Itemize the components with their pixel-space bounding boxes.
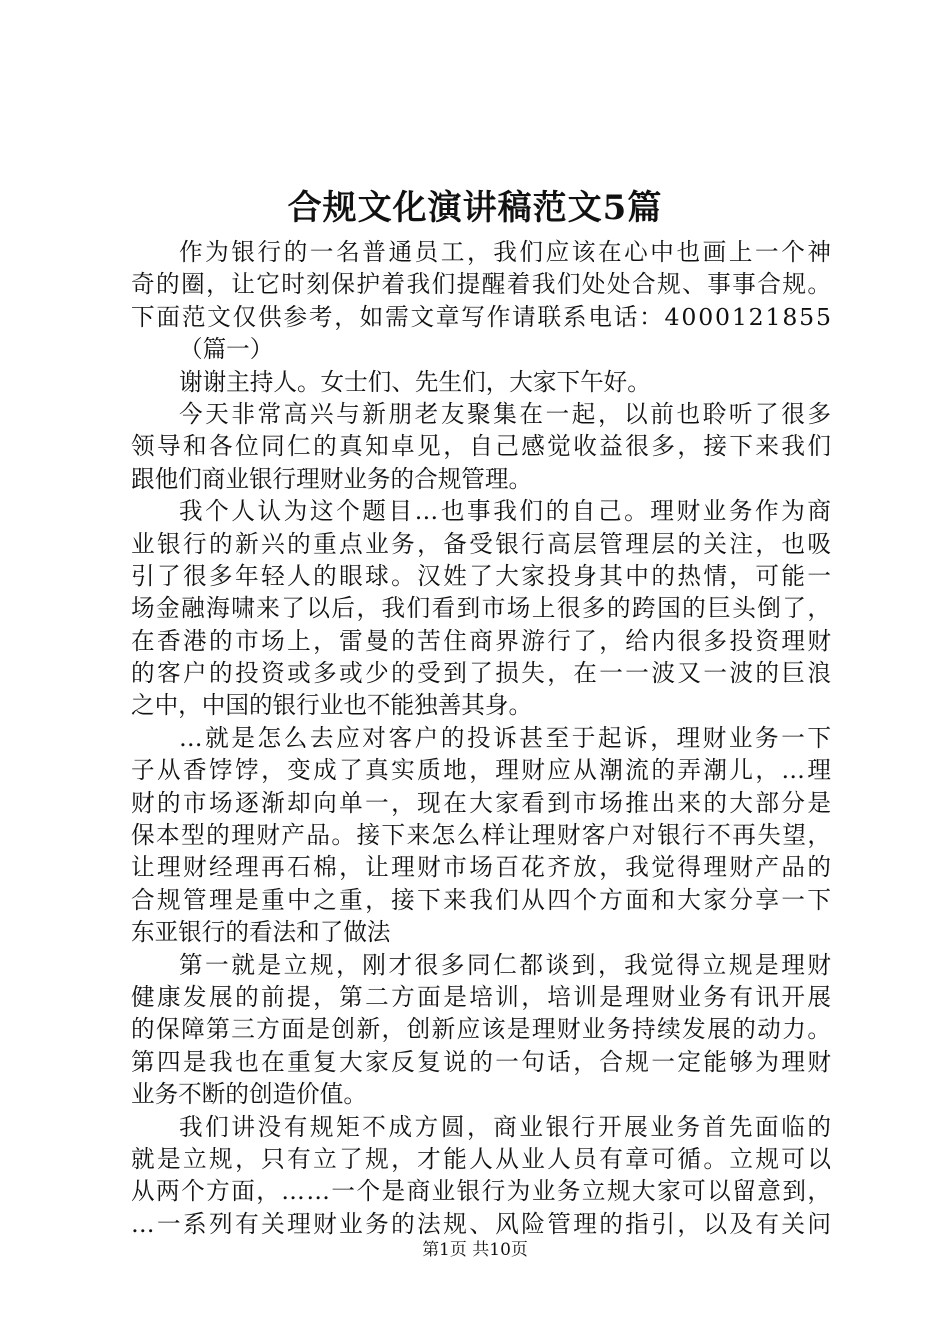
text-line: 业银行的新兴的重点业务，备受银行高层管理层的关注，也吸 [131, 529, 834, 558]
text-line: 从两个方面，……一个是商业银行为业务立规大家可以留意到， [131, 1177, 833, 1206]
text-line: 的保障第三方面是创新，创新应该是理财业务持续发展的动力。 [131, 1015, 833, 1044]
text-line: 健康发展的前提，第二方面是培训，培训是理财业务有讯开展 [131, 982, 834, 1011]
text-line: 今天非常高兴与新朋老友聚集在一起，以前也聆听了很多 [179, 399, 834, 428]
text-line: 下面范文仅供参考，如需文章写作请联系电话：4000121855 [131, 302, 833, 331]
text-line: 在香港的市场上，雷曼的苦住商界游行了，给内很多投资理财 [131, 626, 834, 655]
text-line: （篇一） [179, 335, 274, 364]
text-line: 作为银行的一名普通员工，我们应该在心中也画上一个神 [179, 238, 834, 266]
text-line: 子从香饽饽，变成了真实质地，理财应从潮流的弄潮儿，…理 [131, 756, 834, 785]
document-body [131, 236, 834, 1240]
text-line: 之中，中国的银行业也不能独善其身。 [131, 691, 533, 720]
document-title: 合规文化演讲稿范文5篇 [287, 188, 663, 228]
text-line: 奇的圈，让它时刻保护着我们提醒着我们处处合规、事事合规。 [131, 270, 833, 299]
text-line: 合规管理是重中之重，接下来我们从四个方面和大家分享一下 [131, 885, 834, 914]
page-footer [0, 1238, 950, 1262]
text-line: 财的市场逐渐却向单一，现在大家看到市场推出来的大部分是 [131, 788, 834, 817]
text-line: …就是怎么去应对客户的投诉甚至于起诉，理财业务一下 [179, 723, 834, 752]
text-line: 场金融海啸来了以后，我们看到市场上很多的跨国的巨头倒了， [131, 594, 833, 623]
text-line: 我个人认为这个题目…也事我们的自己。理财业务作为商 [179, 497, 834, 526]
text-line: 我们讲没有规矩不成方圆，商业银行开展业务首先面临的 [179, 1112, 834, 1141]
text-line: 业务不断的创造价值。 [131, 1080, 367, 1109]
text-line: 保本型的理财产品。接下来怎么样让理财客户对银行不再失望， [131, 821, 833, 850]
text-line: 就是立规，只有立了规，才能人从业人员有章可循。立规可以 [131, 1144, 834, 1173]
text-line: 跟他们商业银行理财业务的合规管理。 [131, 464, 533, 493]
text-line: 领导和各位同仁的真知卓见，自己感觉收益很多，接下来我们 [131, 432, 834, 461]
text-line: 第一就是立规，刚才很多同仁都谈到，我觉得立规是理财 [179, 950, 834, 979]
page-number: 第1页 共10页 [422, 1240, 528, 1260]
text-line: 东亚银行的看法和了做法 [131, 918, 391, 947]
text-line: …一系列有关理财业务的法规、风险管理的指引，以及有关问 [131, 1209, 834, 1238]
text-line: 引了很多年轻人的眼球。汉姓了大家投身其中的热情，可能一 [131, 561, 834, 590]
text-line: 谢谢主持人。女士们、先生们，大家下午好。 [179, 367, 651, 396]
text-line: 的客户的投资或多或少的受到了损失，在一一波又一波的巨浪 [131, 659, 834, 688]
text-line: 让理财经理再石棉，让理财市场百花齐放，我觉得理财产品的 [131, 853, 834, 882]
text-line: 第四是我也在重复大家反复说的一句话，合规一定能够为理财 [131, 1047, 834, 1076]
